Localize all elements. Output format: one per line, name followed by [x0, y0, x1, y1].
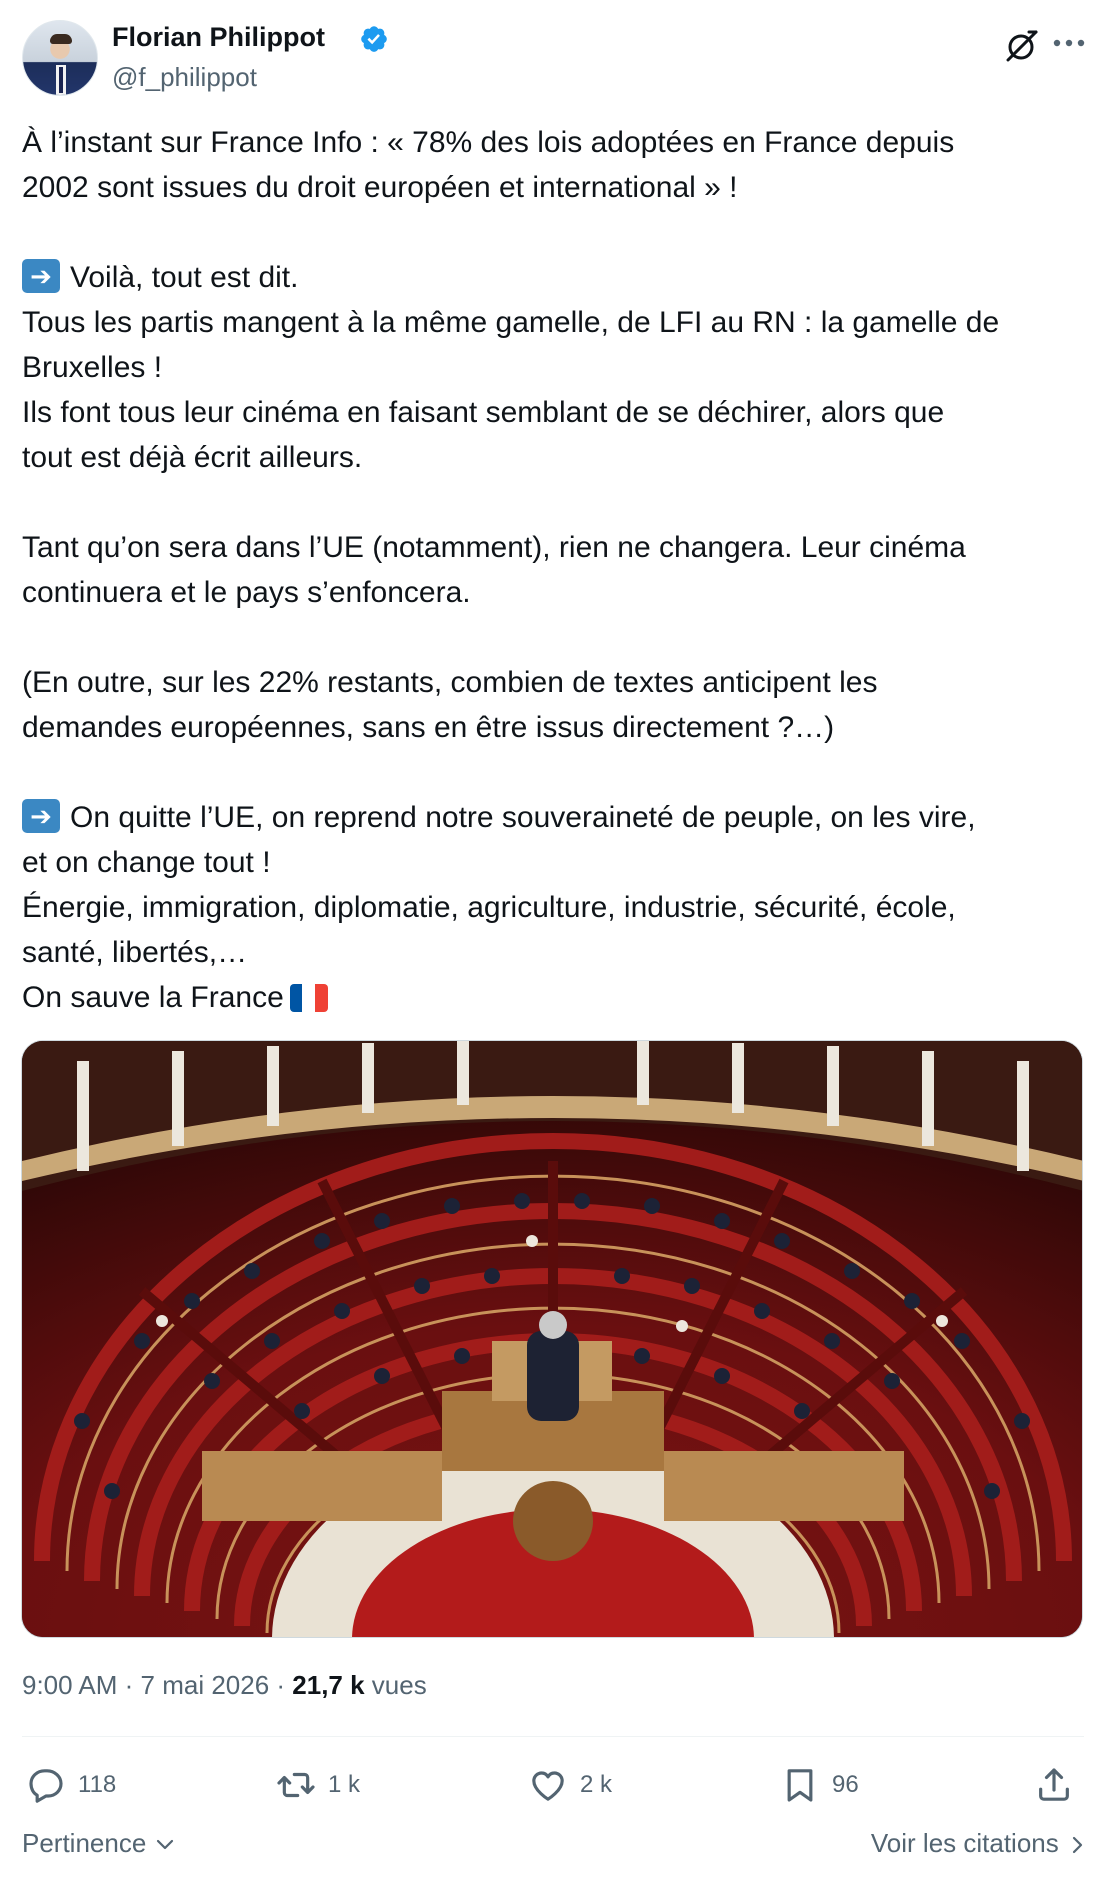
author-name[interactable]: Florian Philippot — [112, 22, 325, 52]
verified-badge-icon — [359, 24, 389, 54]
tweet-line: (En outre, sur les 22% restants, combien de textes anticipent les — [22, 666, 878, 699]
reply-icon — [26, 1765, 66, 1805]
tweet-line: Tous les partis mangent à la même gamelle, de LFI au RN : la gamelle de — [22, 306, 1000, 339]
repost-button[interactable] — [276, 1760, 360, 1810]
like-count: 2 k — [580, 1771, 613, 1798]
tweet-line: Tant qu’on sera dans l’UE (notamment), rien ne changera. Leur cinéma — [22, 531, 966, 564]
views-count: 21,7 k — [292, 1670, 365, 1700]
france-flag-emoji — [290, 984, 328, 1012]
view-quotes-link[interactable] — [871, 1828, 1084, 1859]
tweet-line: ➔Voilà, tout est dit. — [22, 255, 1082, 300]
share-button[interactable] — [1034, 1760, 1086, 1810]
view-quotes-label: Voir les citations — [870, 1828, 1059, 1858]
tweet-meta: 9:00 AM · 7 mai 2026 · 21,7 k vues — [22, 1670, 427, 1700]
tweet-line: À l’instant sur France Info : « 78% des lois adoptées en France depuis — [22, 126, 955, 159]
bookmark-button[interactable] — [780, 1760, 859, 1810]
chevron-down-icon — [156, 1839, 174, 1851]
tweet-line: Bruxelles ! — [22, 351, 163, 384]
avatar[interactable] — [22, 20, 98, 96]
tweet-line: tout est déjà écrit ailleurs. — [22, 441, 363, 474]
repost-icon — [276, 1765, 316, 1805]
divider — [22, 1736, 1084, 1737]
grok-icon[interactable] — [1002, 26, 1042, 66]
tweet-line: demandes européennes, sans en être issus directement ?…) — [22, 711, 835, 744]
chevron-right-icon — [1072, 1836, 1084, 1854]
tweet-date[interactable]: 7 mai 2026 — [140, 1670, 270, 1700]
heart-icon — [528, 1765, 568, 1805]
tweet-line: et on change tout ! — [22, 846, 271, 879]
tweet-line: Énergie, immigration, diplomatie, agriculture, industrie, sécurité, école, — [22, 891, 956, 924]
tweet-line: santé, libertés,… — [22, 936, 248, 969]
tweet-image[interactable] — [21, 1040, 1083, 1638]
reply-button[interactable] — [26, 1760, 116, 1810]
tweet-line: 2002 sont issues du droit européen et international » ! — [22, 171, 738, 204]
like-button[interactable] — [528, 1760, 612, 1810]
bookmark-icon — [780, 1765, 820, 1805]
bookmark-count: 96 — [832, 1771, 859, 1798]
tweet-line: On sauve la France — [22, 975, 1082, 1020]
reply-count: 118 — [78, 1771, 117, 1798]
tweet-header — [22, 20, 1086, 100]
tweet-line: Ils font tous leur cinéma en faisant semblant de se déchirer, alors que — [22, 396, 945, 429]
sort-dropdown[interactable] — [22, 1828, 174, 1859]
tweet-line: continuera et le pays s’enfoncera. — [22, 576, 471, 609]
arrow-right-emoji — [22, 799, 60, 833]
tweet-line: ➔On quitte l’UE, on reprend notre souveraineté de peuple, on les vire, — [22, 795, 1082, 840]
replies-footer — [22, 1822, 1084, 1866]
tweet-time[interactable]: 9:00 AM — [22, 1670, 118, 1700]
arrow-right-emoji — [22, 259, 60, 293]
sort-label: Pertinence — [22, 1828, 147, 1858]
more-icon[interactable] — [1052, 36, 1086, 50]
author-handle[interactable]: @f_philippot — [112, 62, 257, 92]
views-label: vues — [364, 1670, 427, 1700]
share-icon — [1034, 1765, 1074, 1805]
action-bar — [22, 1760, 1084, 1810]
assembly-hemicycle-photo — [22, 1041, 1083, 1638]
tweet-text — [22, 120, 1082, 1020]
repost-count: 1 k — [328, 1771, 361, 1798]
